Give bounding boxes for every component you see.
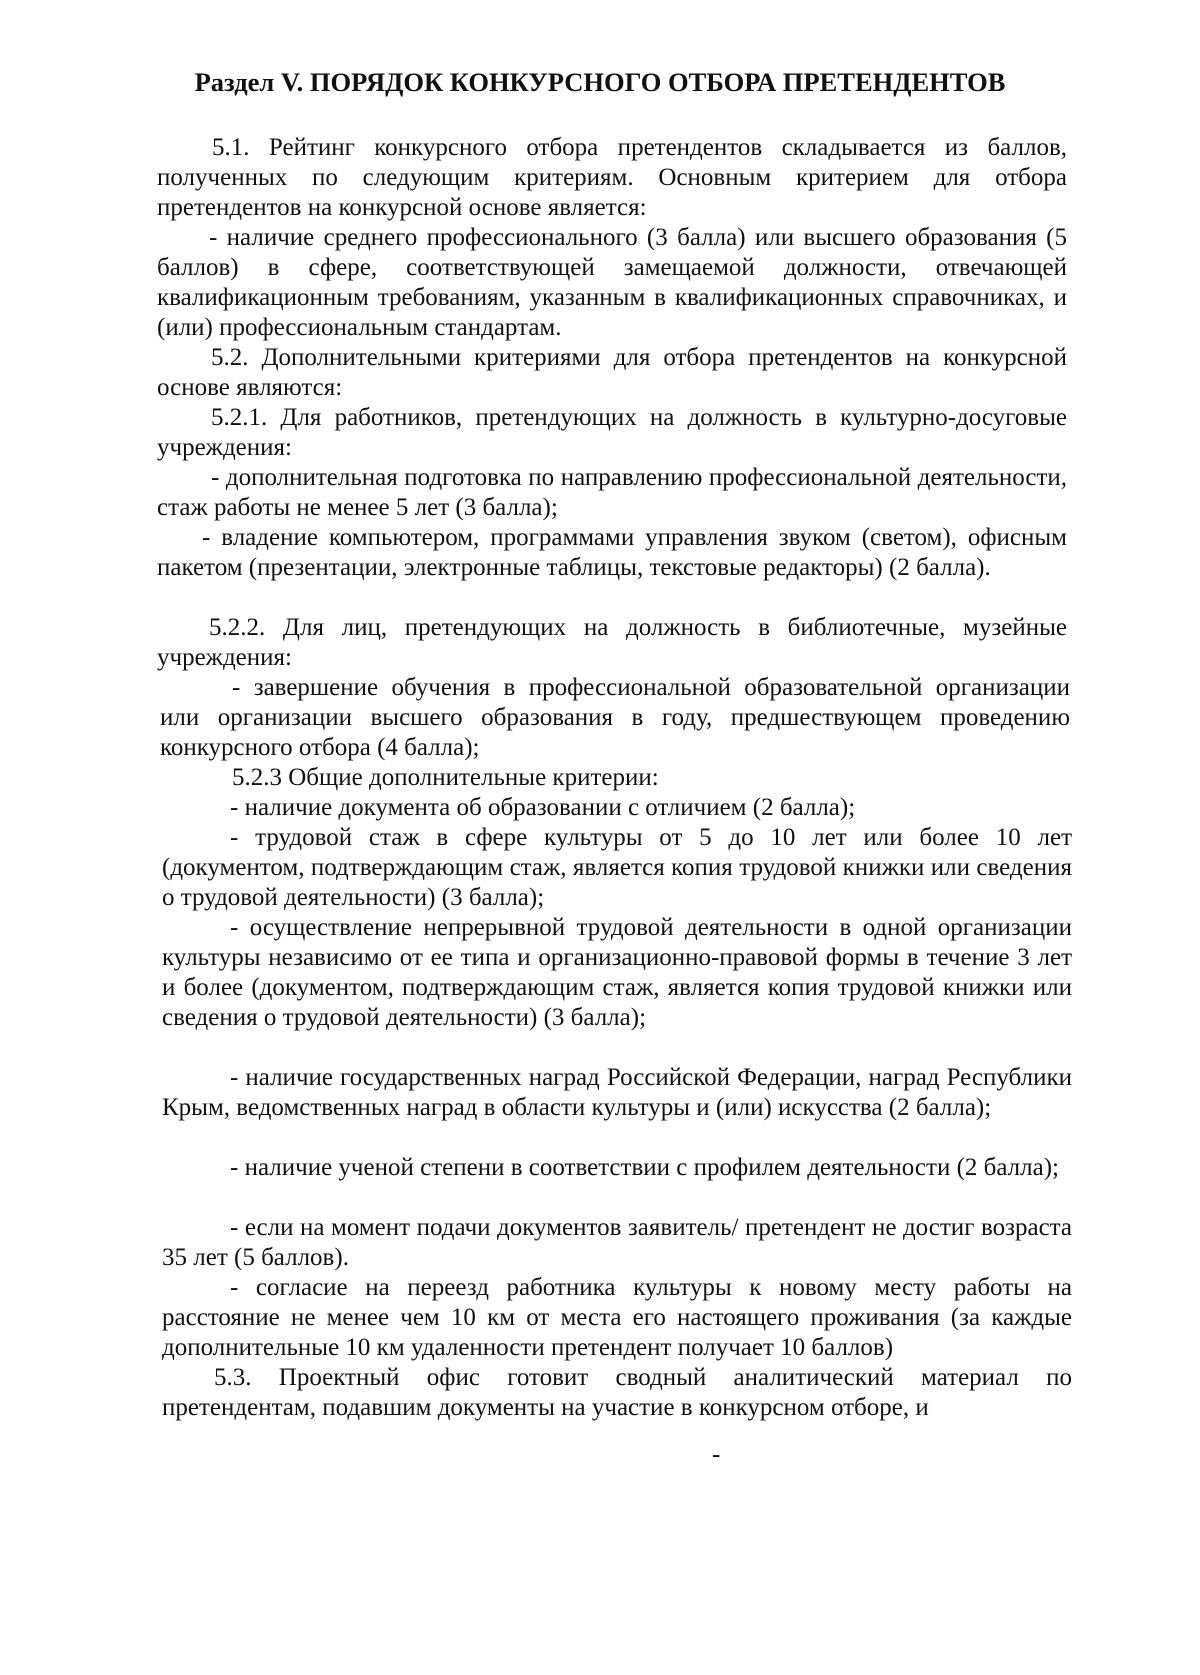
paragraph-5-2-3: 5.2.3 Общие дополнительные критерии: — [232, 764, 659, 791]
criterion-main-education: - наличие среднего профессионального (3 балла) или высшего образования (5 баллов) в сфере, соответствующей замещаемой должности, отвечающей квалификационным требованиям, указанным в квалификационных справочниках, и (или) профессиональным стандартам. — [157, 224, 1067, 342]
paragraph-5-3: 5.3. Проектный офис готовит сводный аналитический материал по претендентам, подавшим документы на участие в конкурсном отборе, и — [162, 1364, 1072, 1422]
paragraph-5-2-1: 5.2.1. Для работников, претендующих на должность в культурно-досуговые учреждения: — [157, 404, 1067, 462]
page-mark: - — [712, 1441, 721, 1468]
criterion-state-awards: - наличие государственных наград Российской Федерации, наград Республики Крым, ведомственных наград в области культуры и (или) искусства (2 балла); — [162, 1064, 1072, 1122]
criterion-age: - если на момент подачи документов заявитель/ претендент не достиг возраста 35 лет (5 баллов). — [162, 1214, 1072, 1272]
paragraph-5-2-2: 5.2.2. Для лиц, претендующих на должность в библиотечные, музейные учреждения: — [157, 614, 1067, 672]
criterion-graduation: - завершение обучения в профессиональной образовательной организации или организации высшего образования в году, предшествующем проведению конкурсного отбора (4 балла); — [160, 674, 1070, 762]
criterion-additional-training: - дополнительная подготовка по направлению профессиональной деятельности, стаж работы не менее 5 лет (3 балла); — [157, 464, 1067, 522]
criterion-honors-diploma: - наличие документа об образовании с отличием (2 балла); — [230, 794, 856, 821]
section-heading: Раздел V. ПОРЯДОК КОНКУРСНОГО ОТБОРА ПРЕТЕНДЕНТОВ — [194, 67, 1006, 97]
criterion-work-experience: - трудовой стаж в сфере культуры от 5 до 10 лет или более 10 лет (документом, подтверждающим стаж, является копия трудовой книжки или сведения о трудовой деятельности) (3 балла); — [162, 824, 1072, 912]
paragraph-5-2: 5.2. Дополнительными критериями для отбора претендентов на конкурсной основе являются: — [157, 344, 1067, 402]
criterion-relocation: - согласие на переезд работника культуры к новому месту работы на расстояние не менее чем 10 км от места его настоящего проживания (за каждые дополнительные 10 км удаленности претендент получает 10 баллов) — [162, 1274, 1072, 1362]
criterion-continuous-employment: - осуществление непрерывной трудовой деятельности в одной организации культуры независимо от ее типа и организационно-правовой формы в течение 3 лет и более (документом, подтверждающим стаж, является копия трудовой книжки или сведения о трудовой деятельности) (3 балла); — [162, 914, 1072, 1032]
criterion-computer-skills: - владение компьютером, программами управления звуком (светом), офисным пакетом (презентации, электронные таблицы, текстовые редакторы) (2 балла). — [157, 524, 1067, 582]
criterion-academic-degree: - наличие ученой степени в соответствии с профилем деятельности (2 балла); — [230, 1154, 1060, 1181]
paragraph-5-1: 5.1. Рейтинг конкурсного отбора претендентов складывается из баллов, полученных по следующим критериям. Основным критерием для отбора претендентов на конкурсной основе является: — [157, 134, 1067, 222]
